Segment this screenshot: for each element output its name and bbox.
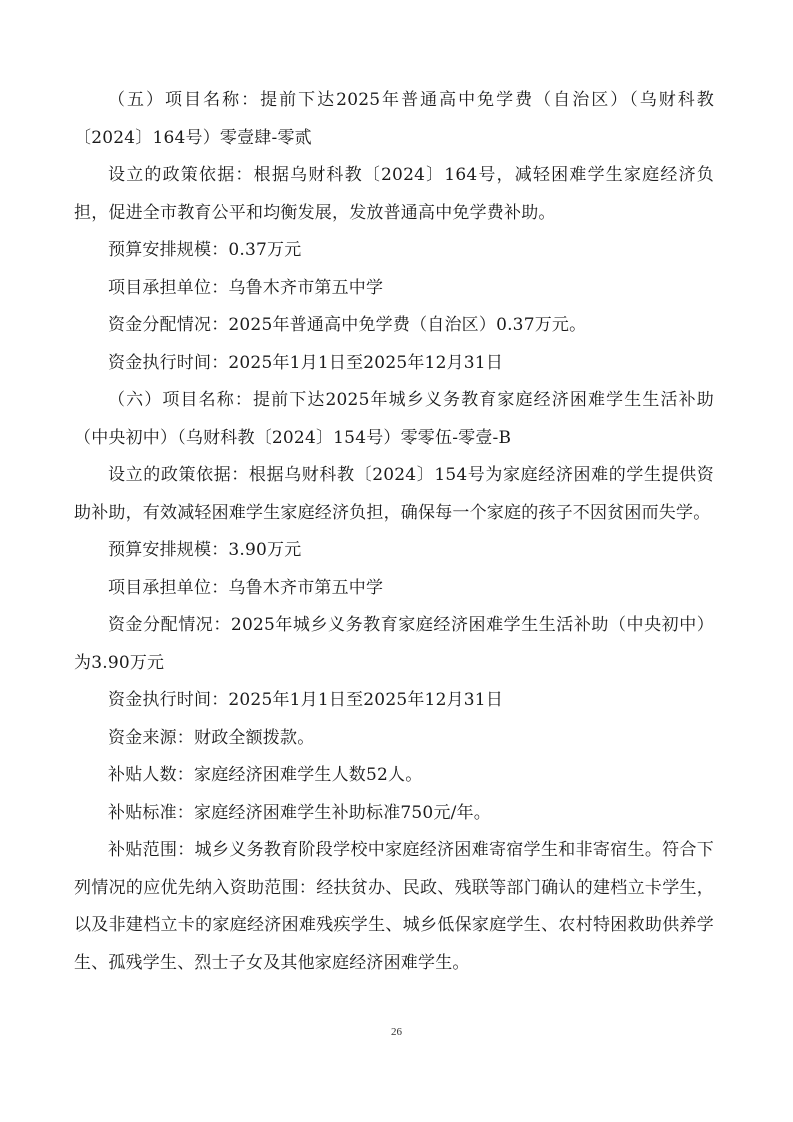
project-6-subsidy-standard: 补贴标准：家庭经济困难学生补助标准750元/年。 bbox=[108, 802, 491, 823]
page-body bbox=[74, 82, 714, 982]
page-number: 26 bbox=[391, 1026, 402, 1038]
project-5-execution-time: 资金执行时间：2025年1月1日至2025年12月31日 bbox=[108, 352, 504, 373]
project-6-policy-basis: 设立的政策依据：根据乌财科教〔2024〕154号为家庭经济困难的学生提供资助补助，有效减轻困难学生家庭经济负担，确保每一个家庭的孩子不因贫困而失学。 bbox=[74, 465, 714, 523]
project-5-policy-basis: 设立的政策依据：根据乌财科教〔2024〕164号，减轻困难学生家庭经济负担，促进全市教育公平和均衡发展，发放普通高中免学费补助。 bbox=[74, 165, 714, 223]
project-6-budget-scale: 预算安排规模：3.90万元 bbox=[108, 540, 302, 560]
project-5-responsible-unit: 项目承担单位：乌鲁木齐市第五中学 bbox=[108, 277, 384, 298]
project-6-fund-allocation: 资金分配情况：2025年城乡义务教育家庭经济困难学生生活补助（中央初中）为3.90万元 bbox=[74, 615, 714, 673]
project-5-title: （五）项目名称：提前下达2025年普通高中免学费（自治区）（乌财科教〔2024〕164号）零壹肆-零贰 bbox=[74, 90, 714, 148]
project-5-fund-allocation: 资金分配情况：2025年普通高中免学费（自治区）0.37万元。 bbox=[108, 315, 587, 335]
project-6-execution-time: 资金执行时间：2025年1月1日至2025年12月31日 bbox=[108, 690, 504, 710]
project-6-title: （六）项目名称：提前下达2025年城乡义务教育家庭经济困难学生生活补助（中央初中）（乌财科教〔2024〕154号）零零伍-零壹-B bbox=[74, 390, 714, 448]
project-6-fund-source: 资金来源：财政全额拨款。 bbox=[108, 727, 315, 748]
project-6-responsible-unit: 项目承担单位：乌鲁木齐市第五中学 bbox=[108, 577, 384, 598]
project-5-budget-scale: 预算安排规模：0.37万元 bbox=[108, 240, 302, 260]
project-6-subsidy-count: 补贴人数：家庭经济困难学生人数52人。 bbox=[108, 765, 423, 785]
project-6-subsidy-scope: 补贴范围：城乡义务教育阶段学校中家庭经济困难寄宿学生和非寄宿生。符合下列情况的应优先纳入资助范围：经扶贫办、民政、残联等部门确认的建档立卡学生，以及非建档立卡的家庭经济困难残疾学生、城乡低保家庭学生、农村特困救助供养学生、孤残学生、烈士子女及其他家庭经济困难学生。 bbox=[74, 840, 714, 973]
